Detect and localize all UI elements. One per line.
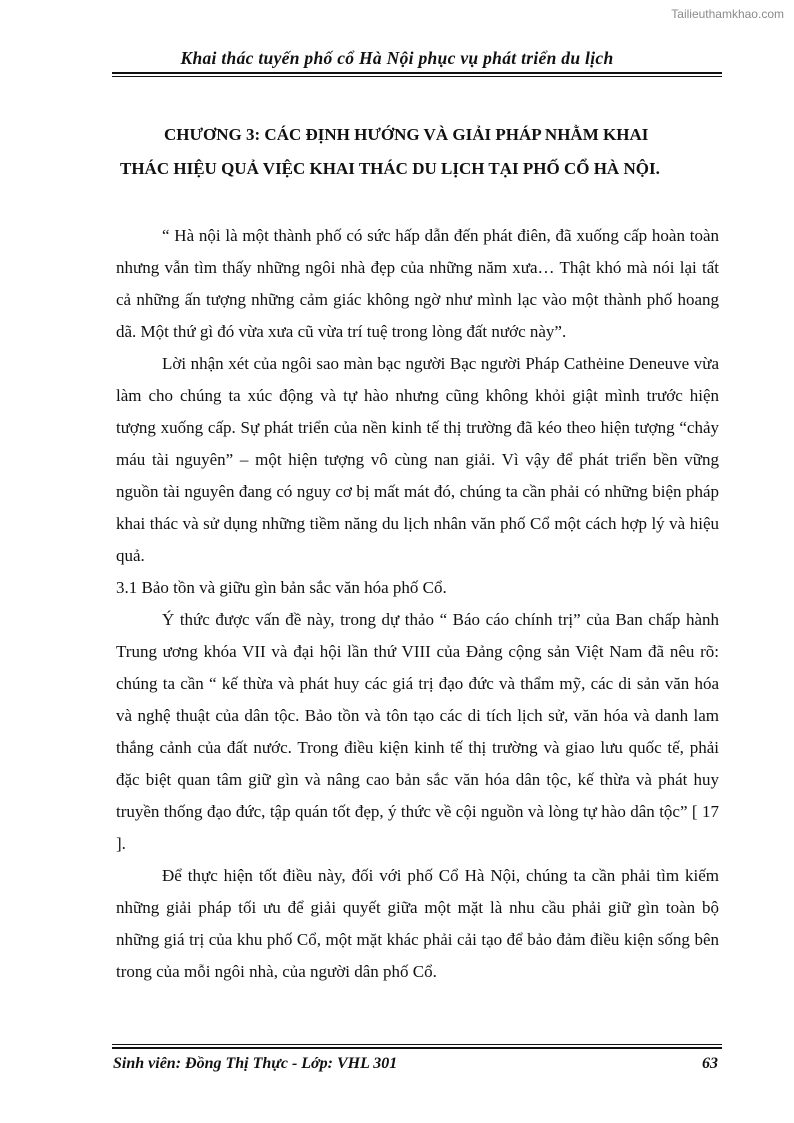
quote-paragraph: “ Hà nội là một thành phố có sức hấp dẫn đến phát điên, đã xuống cấp hoàn toàn nhưng vẫn tìm thấy những ngôi nhà đẹp của những năm xưa… Thật khó mà nói lại tất cả những ấn tượng những cảm giác không ngờ như mình lạc vào một thành phố hoang dã. Một thứ gì đó vừa xưa cũ vừa trí tuệ trong lòng đất nước này”. bbox=[116, 226, 719, 341]
header-rule-thick bbox=[112, 72, 722, 74]
section-heading: 3.1 Bảo tồn và giữu gìn bản sắc văn hóa phố Cổ. bbox=[116, 578, 447, 597]
running-header: Khai thác tuyến phố cổ Hà Nội phục vụ phát triển du lịch bbox=[180, 48, 614, 68]
chapter-title-line-1: CHƯƠNG 3: CÁC ĐỊNH HƯỚNG VÀ GIẢI PHÁP NHẰM KHAI bbox=[164, 125, 649, 144]
policy-paragraph: Ý thức được vấn đề này, trong dự thảo “ Báo cáo chính trị” của Ban chấp hành Trung ương khóa VII và đại hội lần thứ VIII của Đảng cộng sản Việt Nam đã nêu rõ: chúng ta cần “ kế thừa và phát huy các giá trị đạo đức và thẩm mỹ, các di sản văn hóa và nghệ thuật của dân tộc. Bảo tồn và tôn tạo các di tích lịch sử, văn hóa và danh lam thắng cảnh của đất nước. Trong điều kiện kinh tế thị trường và giao lưu quốc tế, phải đặc biệt quan tâm giữ gìn và nâng cao bản sắc văn hóa dân tộc, kế thừa và phát huy truyền thống đạo đức, tập quán tốt đẹp, ý thức về cội nguồn và lòng tự hào dân tộc” [ 17 ]. bbox=[116, 610, 719, 853]
chapter-title-line-2: THÁC HIỆU QUẢ VIỆC KHAI THÁC DU LỊCH TẠI PHỐ CỔ HÀ NỘI. bbox=[120, 159, 660, 178]
footer-rule-thick bbox=[112, 1047, 722, 1049]
page-number: 63 bbox=[702, 1055, 718, 1072]
body-text bbox=[116, 220, 719, 988]
solution-paragraph: Để thực hiện tốt điều này, đối với phố Cổ Hà Nội, chúng ta cần phải tìm kiếm những giải pháp tối ưu để giải quyết giữa một mặt là nhu cầu phải giữ gìn toàn bộ những giá trị của khu phố Cổ, một mặt khác phải cải tạo để bảo đảm điều kiện sống bên trong của mỗi ngôi nhà, của người dân phố Cổ. bbox=[116, 866, 719, 981]
footer-student: Sinh viên: Đồng Thị Thực - Lớp: VHL 301 bbox=[113, 1055, 398, 1072]
footer-rule-thin bbox=[112, 1044, 722, 1045]
watermark: Tailieuthamkhao.com bbox=[671, 7, 784, 21]
comment-paragraph: Lời nhận xét của ngôi sao màn bạc người Bạc người Pháp Cathėine Deneuve vừa làm cho chúng ta xúc động và tự hào nhưng cũng không khỏi giật mình trước hiện tượng xuống cấp. Sự phát triển của nền kinh tế thị trường đã kéo theo hiện tượng “chảy máu tài nguyên” – một hiện tượng vô cùng nan giải. Vì vậy để phát triển bền vững nguồn tài nguyên đang có nguy cơ bị mất mát đó, chúng ta cần phải có những biện pháp khai thác và sử dụng những tiềm năng du lịch nhân văn phố Cổ một cách hợp lý và hiệu quả. bbox=[116, 354, 719, 565]
header-rule-thin bbox=[112, 76, 722, 77]
